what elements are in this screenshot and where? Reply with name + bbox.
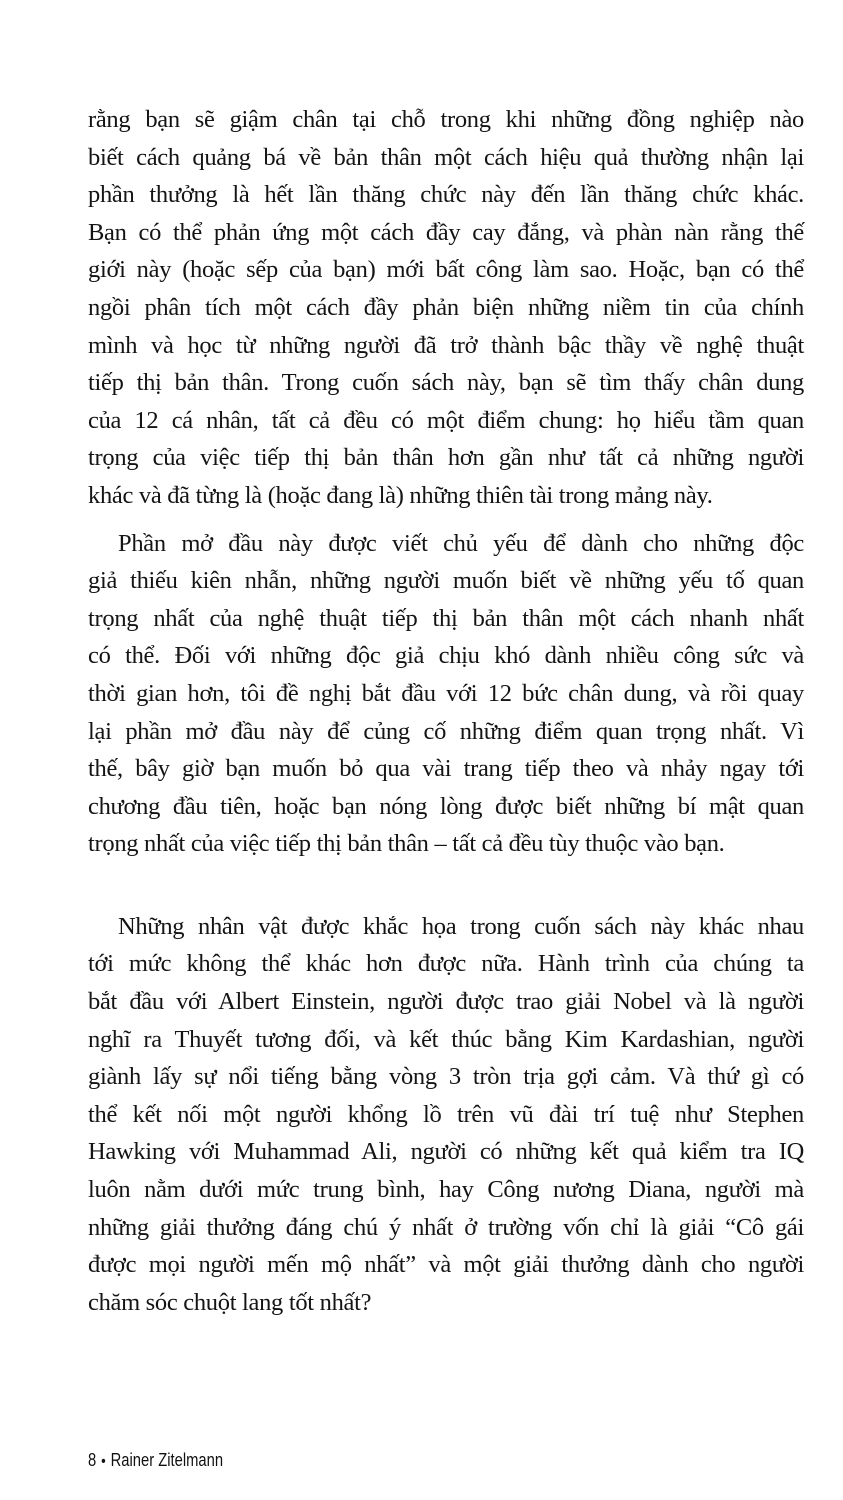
- text-line: thể kết nối một người khổng lồ trên vũ đài trí tuệ như Stephen: [88, 1100, 804, 1128]
- page-body: [88, 101, 804, 1321]
- text-line: phần thưởng là hết lần thăng chức này đến lần thăng chức khác.: [88, 181, 804, 209]
- text-line: bắt đầu với Albert Einstein, người được trao giải Nobel và là người: [88, 988, 804, 1016]
- text-line: thế, bây giờ bạn muốn bỏ qua vài trang tiếp theo và nhảy ngay tới: [88, 755, 804, 783]
- text-line: Những nhân vật được khắc họa trong cuốn sách này khác nhau: [118, 912, 804, 940]
- paragraph: [88, 525, 804, 863]
- footer-separator: •: [101, 1453, 106, 1470]
- text-line: biết cách quảng bá về bản thân một cách hiệu quả thường nhận lại: [88, 143, 804, 171]
- text-line: Phần mở đầu này được viết chủ yếu để dành cho những độc: [118, 529, 804, 557]
- text-line: mình và học từ những người đã trở thành bậc thầy về nghệ thuật: [88, 331, 804, 359]
- text-line: tiếp thị bản thân. Trong cuốn sách này, bạn sẽ tìm thấy chân dung: [88, 369, 804, 397]
- text-line: trọng nhất của nghệ thuật tiếp thị bản thân một cách nhanh nhất: [88, 604, 804, 632]
- text-line: nghĩ ra Thuyết tương đối, và kết thúc bằng Kim Kardashian, người: [88, 1025, 804, 1053]
- text-line: ngồi phân tích một cách đầy phản biện những niềm tin của chính: [88, 293, 804, 321]
- text-line: giới này (hoặc sếp của bạn) mới bất công làm sao. Hoặc, bạn có thể: [88, 256, 804, 284]
- paragraph: [88, 101, 804, 515]
- paragraph: [88, 908, 804, 1322]
- text-line: trọng của việc tiếp thị bản thân hơn gần như tất cả những người: [88, 444, 804, 472]
- text-line: Bạn có thể phản ứng một cách đầy cay đắng, và phàn nàn rằng thế: [88, 218, 804, 246]
- text-line: những giải thưởng đáng chú ý nhất ở trường vốn chỉ là giải “Cô gái: [88, 1213, 804, 1241]
- text-line: giành lấy sự nổi tiếng bằng vòng 3 tròn trịa gợi cảm. Và thứ gì có: [88, 1063, 804, 1091]
- author-name: Rainer Zitelmann: [110, 1450, 224, 1470]
- text-line: rằng bạn sẽ giậm chân tại chỗ trong khi những đồng nghiệp nào: [88, 106, 804, 133]
- text-line: được mọi người mến mộ nhất” và một giải thưởng dành cho người: [88, 1251, 804, 1279]
- text-line: giả thiếu kiên nhẫn, những người muốn biết về những yếu tố quan: [88, 567, 804, 595]
- text-line: chương đầu tiên, hoặc bạn nóng lòng được biết những bí mật quan: [88, 792, 804, 820]
- text-line: chăm sóc chuột lang tốt nhất?: [88, 1288, 372, 1316]
- text-line: tới mức không thể khác hơn được nữa. Hành trình của chúng ta: [88, 950, 804, 978]
- text-line: của 12 cá nhân, tất cả đều có một điểm chung: họ hiểu tầm quan: [88, 406, 804, 434]
- page-number: 8: [88, 1450, 97, 1470]
- text-line: có thể. Đối với những độc giả chịu khó dành nhiều công sức và: [88, 642, 804, 670]
- text-line: luôn nằm dưới mức trung bình, hay Công nương Diana, người mà: [88, 1176, 804, 1204]
- text-line: lại phần mở đầu này để củng cố những điểm quan trọng nhất. Vì: [88, 717, 804, 745]
- text-line: trọng nhất của việc tiếp thị bản thân – tất cả đều tùy thuộc vào bạn.: [88, 830, 725, 858]
- text-line: thời gian hơn, tôi đề nghị bắt đầu với 12 bức chân dung, và rồi quay: [88, 679, 804, 707]
- page-footer: [88, 1450, 223, 1471]
- text-line: khác và đã từng là (hoặc đang là) những thiên tài trong mảng này.: [88, 481, 713, 509]
- text-line: Hawking với Muhammad Ali, người có những kết quả kiểm tra IQ: [88, 1138, 804, 1166]
